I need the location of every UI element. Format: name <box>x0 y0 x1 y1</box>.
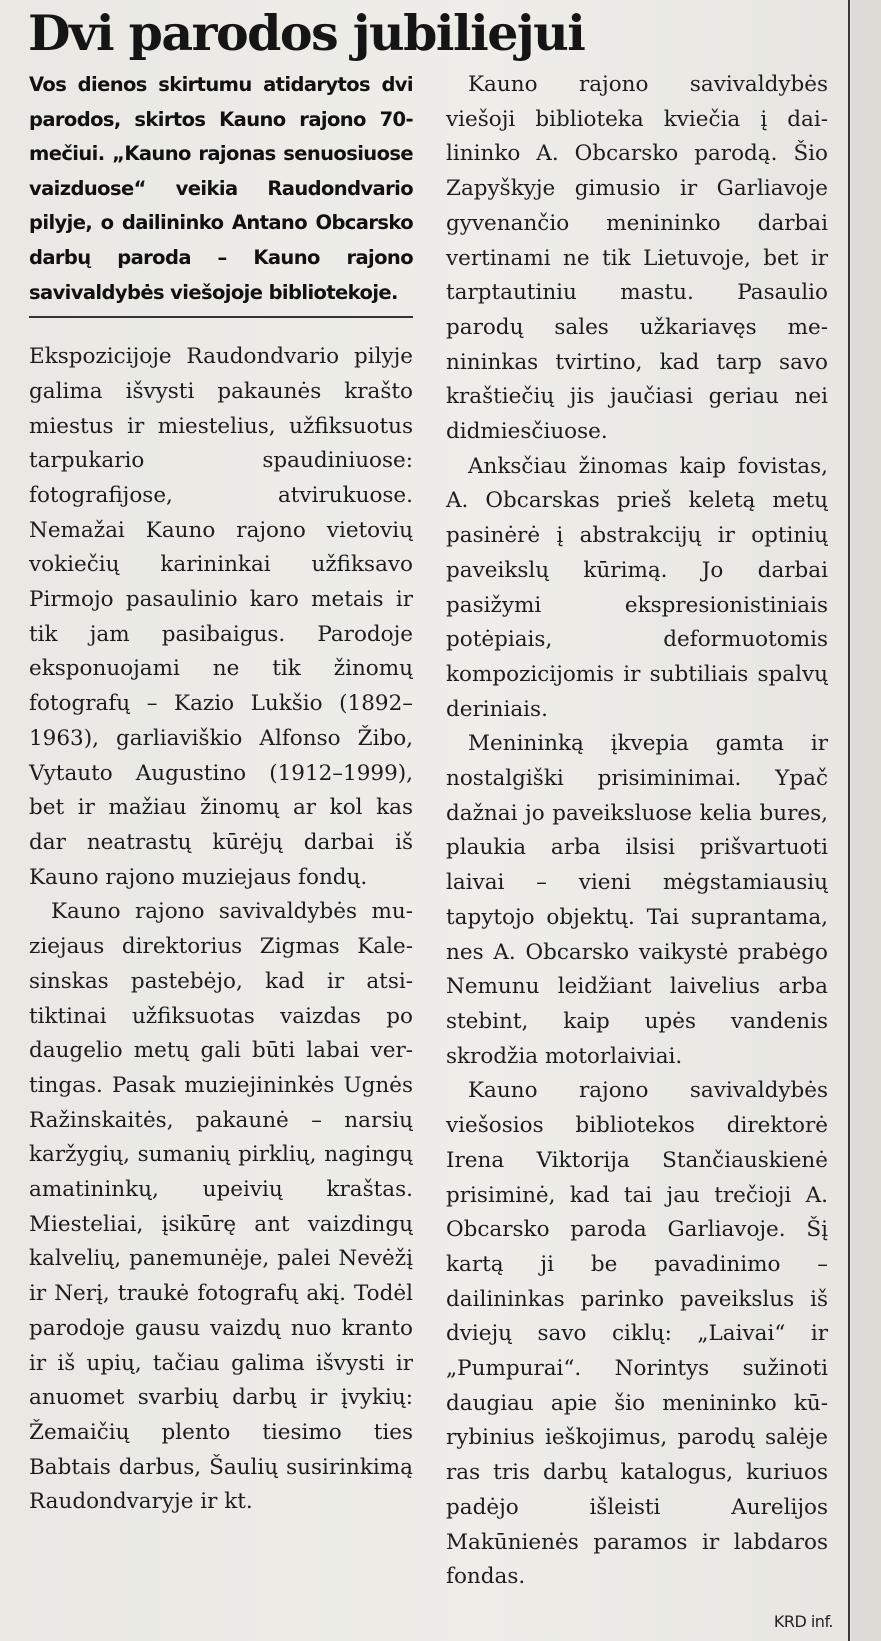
body-paragraph: Kauno rajono savivaldybės muziejaus direktorius Zigmas Kalesinskas pastebėjo, kad ir atsitiktinai užfiksuotas vaizdas po daugelio metų gali būti labai vertingas. Pasak muziejininkės Ugnės Ražinskaitės, pakaunė – narsių karžygių, sumanių pirklių, nagingų amatininkų, upeivių kraštas. Miesteliai, įsikūrę ant vaizdingų kalvelių, panemunėje, palei Nevėžį ir Nerį, traukė fotografų akį. Todėl parodoje gausu vaizdų nuo kranto ir iš upių, tačiau galima išvysti ir anuomet svarbių darbų ir įvykių: Žemaičių plento tiesimo ties Babtais darbus, Šaulių susirinkimą Raudondvaryje ir kt. <box>29 899 413 1515</box>
left-column <box>29 68 413 1520</box>
lead-paragraph: Vos dienos skirtumu atidarytos dvi parodos, skirtos Kauno rajono 70-mečiui. „Kauno rajonas senuosiuose vaizduose“ veikia Raudondvario pilyje, o dailininko Antano Obcarsko darbų paroda – Kauno rajono savivaldybės viešojoje bibliotekoje. <box>29 73 413 304</box>
body-paragraph: Anksčiau žinomas kaip fovistas, A. Obcarskas prieš keletą metų pasinėrė į abstrakcijų ir optinių paveikslų kūrimą. Jo darbai pasižymi ekspresionistiniais potėpiais, deformuotomis kompozicijomis ir subtiliais spalvų deriniais. <box>446 453 828 722</box>
body-paragraph: Ekspozicijoje Raudondvario pilyje galima išvysti pakaunės krašto miestus ir miestelius, užfiksuotus tarpukario spaudiniuose: fotografijose, atvirukuose. Nemažai Kauno rajono vietovių vokiečių karininkai užfiksavo Pirmojo pasaulinio karo metais ir tik jam pasibaigus. Parodoje eksponuojami ne tik žinomų fotografų – Kazio Lukšio (1892–1963), garliaviškio Alfonso Žibo, Vytauto Augustino (1912–1999), bet ir mažiau žinomų ar kol kas dar neatrastų kūrėjų darbai iš Kauno rajono muziejaus fondų. <box>29 344 413 890</box>
headline: Dvi parodos jubiliejui <box>28 4 585 62</box>
column-divider <box>848 0 850 1641</box>
body-paragraph: Menininką įkvepia gamta ir nostalgiški prisiminimai. Ypač dažnai jo paveiksluose kelia bures, plaukia arba ilsisi prišvartuoti laivai – vieni mėgstamiausių tapytojo objektų. Tai suprantama, nes A. Obcarsko vaikystė prabėgo Nemunu leidžiant laivelius arba stebint, kaip upės vandenis skrodžia motorlaiviai. <box>446 731 828 1069</box>
body-paragraph: Kauno rajono savivaldybės viešoji biblioteka kviečia į dailininko A. Obcarsko parodą. Šio Zapyškyje gimusio ir Garliavoje gyvenančio menininko darbai vertinami ne tik Lietuvoje, bet ir tarptautiniu mastu. Pasaulio parodų sales užkariavęs menininkas tvirtino, kad tarp savo kraštiečių jis jaučiasi geriau nei didmiesčiuose. <box>446 72 828 445</box>
article-credit: KRD inf. <box>773 1612 833 1631</box>
right-column <box>446 68 828 1595</box>
adjacent-page-edge <box>851 0 881 1641</box>
body-paragraph: Kauno rajono savivaldybės viešosios bibliotekos direktorė Irena Viktorija Stančiauskienė prisiminė, kad tai jau trečioji A. Obcarsko paroda Garliavoje. Šį kartą ji be pavadinimo – dailininkas parinko paveikslus iš dviejų savo ciklų: „Laivai“ ir „Pumpurai“. Norintys sužinoti daugiau apie šio menininko kūrybinius ieškojimus, parodų salėje ras tris darbų katalogus, kuriuos padėjo išleisti Aurelijos Makūnienės paramos ir labdaros fondas. <box>446 1078 828 1590</box>
lead-divider <box>29 316 413 318</box>
